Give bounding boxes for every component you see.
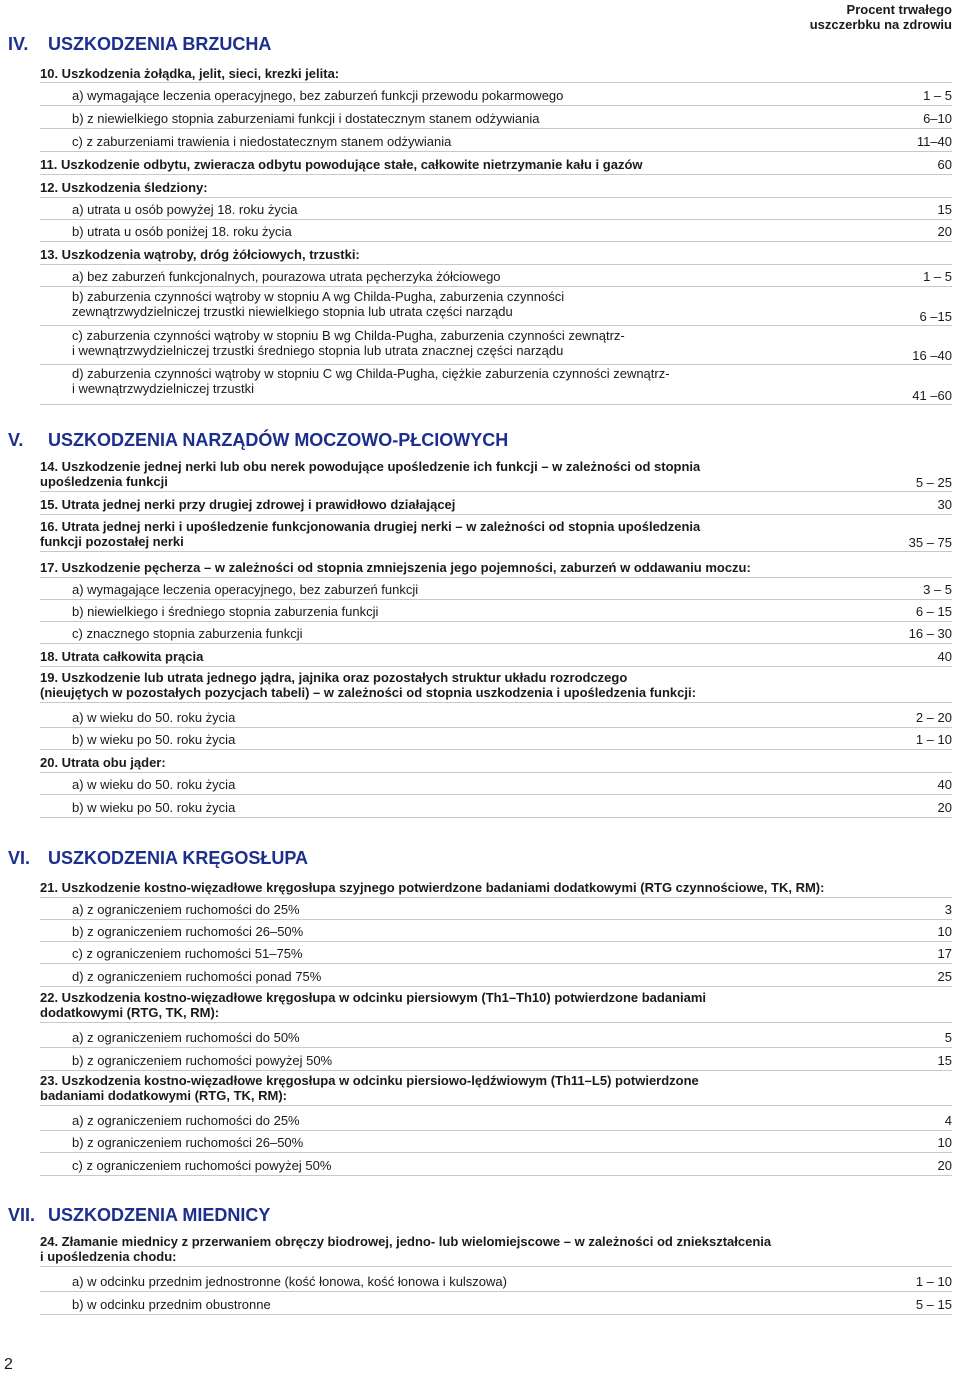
row-percentage: 6–10 — [923, 111, 952, 126]
row-description: c) z ograniczeniem ruchomości 51–75% — [72, 946, 303, 961]
row-description: 13. Uszkodzenia wątroby, dróg żółciowych, trzustki: — [40, 247, 360, 262]
row-percentage: 15 — [937, 202, 952, 217]
row-description: b) z ograniczeniem ruchomości 26–50% — [72, 1135, 304, 1150]
table-row — [40, 898, 952, 920]
row-description: c) z ograniczeniem ruchomości powyżej 50% — [72, 1158, 332, 1173]
row-description: a) z ograniczeniem ruchomości do 50% — [72, 1030, 300, 1045]
row-percentage: 20 — [937, 1158, 952, 1173]
table-row-heading — [40, 989, 952, 1023]
table-row-heading — [40, 176, 952, 198]
section-title-text: USZKODZENIA MIEDNICY — [48, 1205, 271, 1225]
table-row-heading — [40, 751, 952, 773]
table-row — [40, 1293, 952, 1315]
row-percentage: 5 — [944, 1030, 952, 1045]
row-percentage: 60 — [937, 157, 952, 172]
row-description: b) z ograniczeniem ruchomości 26–50% — [72, 924, 304, 939]
row-description: c) zaburzenia czynności wątroby w stopniu B wg Childa-Pugha, zaburzenia czynności zewnątrz- i wewnątrzwydzielniczej trzustki średniego stopnia lub utrata znacznej części narządu — [72, 328, 625, 358]
table-row — [40, 706, 952, 728]
table-row-heading — [40, 556, 952, 578]
table-row — [40, 198, 952, 220]
row-description: d) z ograniczeniem ruchomości ponad 75% — [72, 969, 322, 984]
row-description: a) wymagające leczenia operacyjnego, bez zaburzeń funkcji przewodu pokarmowego — [72, 88, 564, 103]
row-description: b) utrata u osób poniżej 18. roku życia — [72, 224, 292, 239]
row-percentage: 1 – 10 — [915, 1274, 952, 1289]
row-description: b) niewielkiego i średniego stopnia zaburzenia funkcji — [72, 604, 379, 619]
row-description: 10. Uszkodzenia żołądka, jelit, sieci, krezki jelita: — [40, 66, 340, 81]
row-percentage: 15 — [937, 1053, 952, 1068]
row-percentage: 6 –15 — [919, 309, 952, 324]
column-header-line2: uszczerbku na zdrowiu — [809, 17, 952, 32]
row-percentage: 1 – 10 — [915, 732, 952, 747]
table-row-heading — [40, 243, 952, 265]
row-description: b) zaburzenia czynności wątroby w stopniu A wg Childa-Pugha, zaburzenia czynności zewnątrzwydzielniczej trzustki niewielkiego stopnia lub utrata części narządu — [72, 289, 565, 319]
row-percentage: 35 – 75 — [908, 535, 952, 550]
row-percentage: 3 — [944, 902, 952, 917]
row-description: d) zaburzenia czynności wątroby w stopniu C wg Childa-Pugha, ciężkie zaburzenia czynności zewnątrz- i wewnątrzwydzielniczej trzustki — [72, 366, 670, 396]
row-description: a) z ograniczeniem ruchomości do 25% — [72, 902, 300, 917]
table-row-heading — [40, 645, 952, 667]
row-percentage: 10 — [937, 1135, 952, 1150]
row-description: a) utrata u osób powyżej 18. roku życia — [72, 202, 298, 217]
table-row — [40, 942, 952, 964]
row-description: 18. Utrata całkowita prącia — [40, 649, 204, 664]
section-title — [8, 1205, 270, 1226]
row-percentage: 3 – 5 — [923, 582, 952, 597]
table-row — [40, 1049, 952, 1071]
table-row — [40, 327, 952, 365]
row-percentage: 1 – 5 — [923, 269, 952, 284]
table-row — [40, 728, 952, 750]
table-row — [40, 265, 952, 287]
section-title-text: USZKODZENIA NARZĄDÓW MOCZOWO-PŁCIOWYCH — [48, 430, 509, 450]
row-percentage: 40 — [937, 777, 952, 792]
row-description: b) w wieku po 50. roku życia — [72, 800, 236, 815]
table-row — [40, 130, 952, 152]
row-description: 12. Uszkodzenia śledziony: — [40, 180, 208, 195]
table-row — [40, 1026, 952, 1048]
section-title — [8, 34, 271, 55]
row-description: a) bez zaburzeń funkcjonalnych, pourazowa utrata pęcherzyka żółciowego — [72, 269, 501, 284]
row-percentage: 25 — [937, 969, 952, 984]
table-row — [40, 84, 952, 106]
row-percentage: 17 — [937, 946, 952, 961]
table-row — [40, 773, 952, 795]
table-row-heading — [40, 1233, 952, 1267]
row-percentage: 5 – 15 — [915, 1297, 952, 1312]
row-percentage: 1 – 5 — [923, 88, 952, 103]
page-number: 2 — [4, 1356, 13, 1373]
row-description: b) z ograniczeniem ruchomości powyżej 50% — [72, 1053, 333, 1068]
table-row-heading — [40, 669, 952, 703]
section-title — [8, 430, 508, 451]
row-description: 24. Złamanie miednicy z przerwaniem obręczy biodrowej, jedno- lub wielomiejscowe – w zależności od zniekształcenia i upośledzenia chodu: — [40, 1234, 772, 1264]
row-description: 23. Uszkodzenia kostno-więzadłowe kręgosłupa w odcinku piersiowo-lędźwiowym (Th11–L5) potwierdzone badaniami dodatkowymi (RTG, TK, RM): — [40, 1073, 699, 1103]
row-percentage: 16 –40 — [912, 348, 952, 363]
table-row — [40, 220, 952, 242]
table-row — [40, 1131, 952, 1153]
row-percentage: 11–40 — [916, 134, 952, 149]
row-description: 20. Utrata obu jąder: — [40, 755, 166, 770]
row-description: b) w wieku po 50. roku życia — [72, 732, 236, 747]
row-percentage: 5 – 25 — [915, 475, 952, 490]
row-description: 16. Utrata jednej nerki i upośledzenie funkcjonowania drugiej nerki – w zależności od stopnia upośledzenia funkcji pozostałej nerki — [40, 519, 701, 549]
table-row — [40, 1109, 952, 1131]
row-description: a) wymagające leczenia operacyjnego, bez zaburzeń funkcji — [72, 582, 419, 597]
section-number: IV. — [8, 34, 29, 54]
column-header — [810, 2, 952, 32]
row-description: 14. Uszkodzenie jednej nerki lub obu nerek powodujące upośledzenie ich funkcji – w zależności od stopnia upośledzenia funkcji — [40, 459, 701, 489]
table-row — [40, 107, 952, 129]
table-row-heading — [40, 493, 952, 515]
row-description: b) z niewielkiego stopnia zaburzeniami funkcji i dostatecznym stanem odżywiania — [72, 111, 540, 126]
table-row — [40, 578, 952, 600]
row-percentage: 20 — [937, 224, 952, 239]
row-description: 19. Uszkodzenie lub utrata jednego jądra, jajnika oraz pozostałych struktur układu rozrodczego (nieujętych w pozostałych pozycjach tabeli) – w zależności od stopnia uszkodzenia i upośledzenia funkcji: — [40, 670, 696, 700]
row-description: 11. Uszkodzenie odbytu, zwieracza odbytu powodujące stałe, całkowite nietrzymanie kału i gazów — [40, 157, 643, 172]
row-percentage: 2 – 20 — [915, 710, 952, 725]
row-description: a) w odcinku przednim jednostronne (kość łonowa, kość łonowa i kulszowa) — [72, 1274, 507, 1289]
row-description: c) znacznego stopnia zaburzenia funkcji — [72, 626, 303, 641]
row-percentage: 16 – 30 — [908, 626, 952, 641]
table-row — [40, 600, 952, 622]
row-percentage: 30 — [937, 497, 952, 512]
row-percentage: 10 — [937, 924, 952, 939]
row-description: 22. Uszkodzenia kostno-więzadłowe kręgosłupa w odcinku piersiowym (Th1–Th10) potwierdzone badaniami dodatkowymi (RTG, TK, RM): — [40, 990, 707, 1020]
table-row — [40, 796, 952, 818]
row-description: b) w odcinku przednim obustronne — [72, 1297, 271, 1312]
section-title-text: USZKODZENIA BRZUCHA — [48, 34, 272, 54]
table-row-heading — [40, 1072, 952, 1106]
row-description: a) z ograniczeniem ruchomości do 25% — [72, 1113, 300, 1128]
table-row-heading — [40, 63, 952, 83]
row-percentage: 4 — [944, 1113, 952, 1128]
table-row-heading — [40, 153, 952, 175]
table-row — [40, 288, 952, 326]
table-row — [40, 920, 952, 942]
row-description: 17. Uszkodzenie pęcherza – w zależności od stopnia zmniejszenia jego pojemności, zaburzeń w oddawaniu moczu: — [40, 560, 751, 575]
section-number: VII. — [8, 1205, 36, 1225]
table-row-heading — [40, 458, 952, 492]
table-row — [40, 1154, 952, 1176]
table-row — [40, 365, 952, 405]
row-description: 15. Utrata jednej nerki przy drugiej zdrowej i prawidłowo działającej — [40, 497, 456, 512]
table-row — [40, 622, 952, 644]
column-header-line1: Procent trwałego — [846, 2, 952, 17]
row-percentage: 6 – 15 — [915, 604, 952, 619]
row-description: a) w wieku do 50. roku życia — [72, 710, 236, 725]
row-description: c) z zaburzeniami trawienia i niedostatecznym stanem odżywiania — [72, 134, 452, 149]
section-number: VI. — [8, 848, 31, 868]
table-row-heading — [40, 518, 952, 552]
section-title — [8, 848, 308, 869]
row-description: 21. Uszkodzenie kostno-więzadłowe kręgosłupa szyjnego potwierdzone badaniami dodatkowymi (RTG czynnościowe, TK, RM): — [40, 880, 825, 895]
row-description: a) w wieku do 50. roku życia — [72, 777, 236, 792]
table-row — [40, 1270, 952, 1292]
row-percentage: 41 –60 — [912, 388, 952, 403]
row-percentage: 40 — [937, 649, 952, 664]
table-row-heading — [40, 876, 952, 898]
row-percentage: 20 — [937, 800, 952, 815]
table-row — [40, 965, 952, 987]
section-number: V. — [8, 430, 24, 450]
section-title-text: USZKODZENIA KRĘGOSŁUPA — [48, 848, 309, 868]
